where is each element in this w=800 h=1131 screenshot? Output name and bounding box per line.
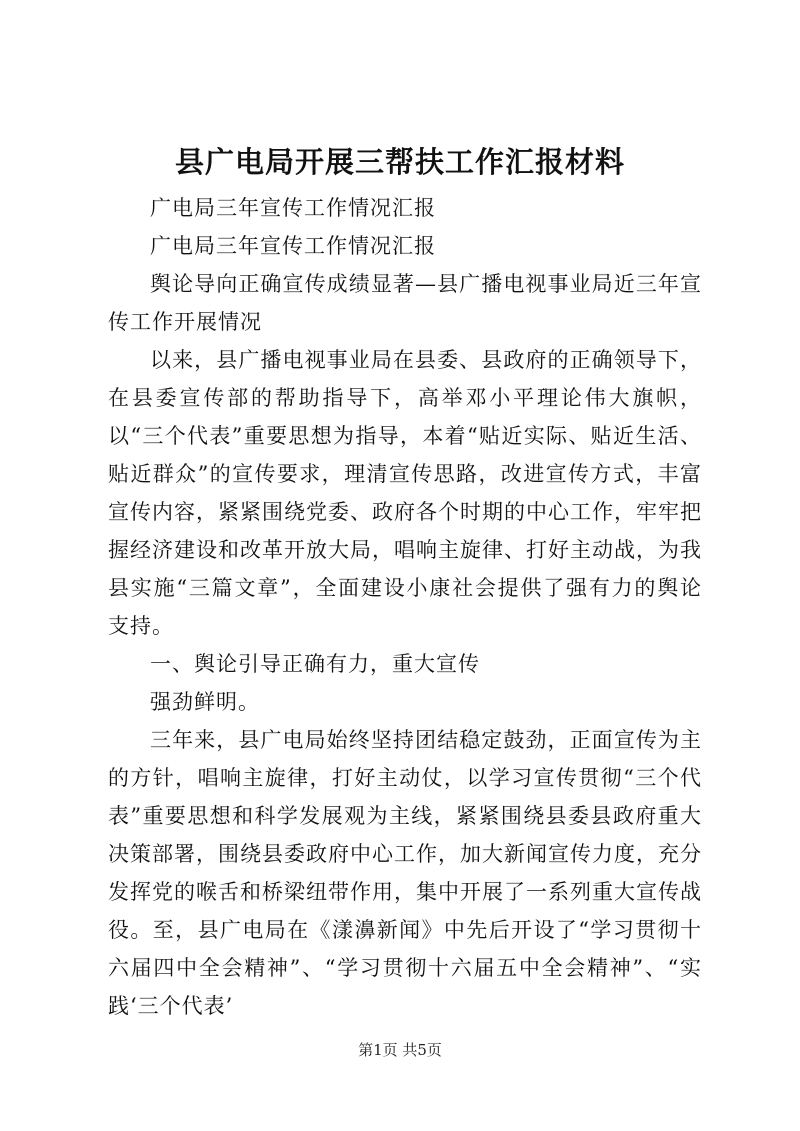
paragraph-subtitle-2: 广电局三年宣传工作情况汇报	[150, 234, 436, 258]
page-footer: 第1页 共5页	[358, 1041, 442, 1059]
paragraph-intro: 以来，县广播电视事业局在县委、县政府的正确领导下，在县委宣传部的帮助指导下，高举邓小平理论伟大旗帜，以“三个代表”重要思想为指导，本着“贴近实际、贴近生活、贴近群众”的宣传要求，理清宣传思路，改进宣传方式，丰富宣传内容，紧紧围绕党委、政府各个时期的中心工作，牢牢把握经济建设和改革开放大局，唱响主旋律、打好主动战，为我县实施“三篇文章”，全面建设小康社会提供了强有力的舆论支持。	[108, 348, 702, 638]
paragraph-section-heading-cont: 强劲鲜明。	[150, 690, 260, 714]
document-title: 县广电局开展三帮扶工作汇报材料	[174, 145, 625, 179]
paragraph-section-heading: 一、舆论引导正确有力，重大宣传	[150, 652, 480, 676]
paragraph-body: 三年来，县广电局始终坚持团结稳定鼓劲，正面宣传为主的方针，唱响主旋律，打好主动仗，以学习宣传贯彻“三个代表”重要思想和科学发展观为主线，紧紧围绕县委县政府重大决策部署，围绕县委政府中心工作，加大新闻宣传力度，充分发挥党的喉舌和桥梁纽带作用，集中开展了一系列重大宣传战役。至，县广电局在《漾濞新闻》中先后开设了“学习贯彻十六届四中全会精神”、“学习贯彻十六届五中全会精神”、“实践‘三个代表’	[108, 728, 702, 1018]
paragraph-heading: 舆论导向正确宣传成绩显著—县广播电视事业局近三年宣传工作开展情况	[108, 272, 702, 334]
paragraph-subtitle-1: 广电局三年宣传工作情况汇报	[150, 196, 436, 220]
document-body	[108, 189, 702, 1025]
